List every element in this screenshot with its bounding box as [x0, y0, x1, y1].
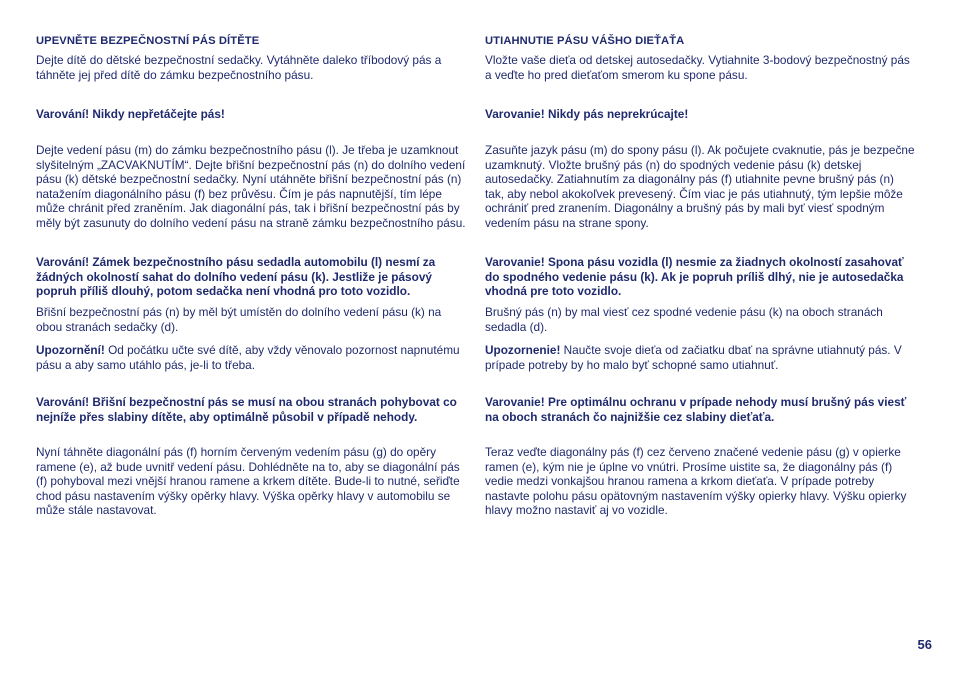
- notice-label: Upozornenie!: [485, 343, 561, 357]
- lap-belt-paragraph: Břišní bezpečnostní pás (n) by měl být umístěn do dolního vedení pásu (k) na obou stranách sedačky (d).: [36, 305, 442, 334]
- warning-twist: Varování! Nikdy nepřetáčejte pás!: [36, 107, 225, 121]
- intro-paragraph: Vložte vaše dieťa od detskej autosedačky. Vytiahnite 3-bodový bezpečnostný pás a veďte ho pred dieťaťom smerom ku spone pásu.: [485, 53, 910, 82]
- notice-label: Upozornění!: [36, 343, 105, 357]
- notice-text: Naučte svoje dieťa od začiatku dbať na správne utiahnutý pás. V prípade potreby by ho malo byť schopné samo utiahnuť.: [485, 343, 902, 372]
- page-number: 56: [917, 637, 932, 652]
- notice-paragraph: [485, 343, 915, 372]
- diagonal-belt-paragraph: Nyní táhněte diagonální pás (f) horním červeným vedením pásu (g) do opěry ramene (e), až bude uvnitř vedení pásu. Dohlédněte na to, aby se diagonální pás (f) pohyboval mezi vnější hranou ramene a krkem dítěte. Bude-li to nutné, seřiďte chod pásu nastavením výšky opěrky hlavy. Výška opěrky hlavy v automobilu se může stále nastavovat.: [36, 445, 460, 518]
- buckle-paragraph: Zasuňte jazyk pásu (m) do spony pásu (l). Ak počujete cvaknutie, pás je bezpečne uzamknutý. Vložte brušný pás (n) do spodných vedenie pásu (k) detskej autosedačky. Zatiahnutím za diagonálny pás (f) utiahnite pevne brušný pás (n) tak, aby nebol akokoľvek prevesený. Čím viac je pás utiahnutý, tým lepšie môže ochrániť pred zranením. Diagonálny a brušný pás by mali byť viesť spodným vedením pásu na strane spony.: [485, 143, 915, 230]
- warning-lap-belt: Varování! Břišní bezpečnostní pás se musí na obou stranách pohybovat co nejníže přes slabiny dítěte, aby optimálně působil v případě nehody.: [36, 395, 457, 424]
- warning-buckle: Varování! Zámek bezpečnostního pásu sedadla automobilu (l) nesmí za žádných okolností sahat do dolního vedení pásu (k). Jestliže je pásový popruh příliš dlouhý, potom sedačka není vhodná pro toto vozidlo.: [36, 255, 436, 299]
- warning-lap-belt: Varovanie! Pre optimálnu ochranu v prípade nehody musí brušný pás viesť na oboch stranách čo najnižšie cez slabiny dieťaťa.: [485, 395, 907, 424]
- notice-text: Od počátku učte své dítě, aby vždy věnovalo pozornost napnutému pásu a aby samo utáhlo pás, je-li to třeba.: [36, 343, 460, 372]
- intro-paragraph: Dejte dítě do dětské bezpečnostní sedačky. Vytáhněte daleko tříbodový pás a táhněte jej před dítě do zámku bezpečnostního pásu.: [36, 53, 442, 82]
- warning-buckle: Varovanie! Spona pásu vozidla (l) nesmie za žiadnych okolností zasahovať do spodného vedenie pásu (k). Ak je popruh príliš dlhý, nie je autosedačka vhodná pre toto vozidlo.: [485, 255, 904, 299]
- section-title: UPEVNĚTE BEZPEČNOSTNÍ PÁS DÍTĚTE: [36, 35, 260, 47]
- warning-twist: Varovanie! Nikdy pás neprekrúcajte!: [485, 107, 689, 121]
- notice-paragraph: [36, 343, 466, 372]
- section-title: UTIAHNUTIE PÁSU VÁŠHO DIEŤAŤA: [485, 35, 685, 47]
- lap-belt-paragraph: Brušný pás (n) by mal viesť cez spodné vedenie pásu (k) na oboch stranách sedadla (d).: [485, 305, 883, 334]
- diagonal-belt-paragraph: Teraz veďte diagonálny pás (f) cez červeno značené vedenie pásu (g) v opierke ramen (e), kým nie je úplne vo vnútri. Prosíme uistite sa, že diagonálny pás (f) vedie medzi vonkajšou hranou ramena a krkom dieťaťa. V prípade potreby nastavte polohu pásu opätovným nastavením výšky opierky hlavy. Výšku opierky hlavy možno nastaviť aj vo vozidle.: [485, 445, 907, 518]
- buckle-paragraph: Dejte vedení pásu (m) do zámku bezpečnostního pásu (l). Je třeba je uzamknout slyšitelným „ZACVAKNUTÍM“. Dejte břišní bezpečnostní pás (n) do dolního vedení pásu (k) dětské bezpečnostní sedačky. Nyní utáhněte břišní bezpečnostní pás (n) natažením diagonálního pásu (f) bez průvěsu. Čím je pás napnutější, tím lépe může chránit před zraněním. Jak diagonální pás, tak i břišní bezpečnostní pás by měly být zasunuty do dolního vedení pásu na straně zámku bezpečnostního pásu.: [36, 143, 466, 230]
